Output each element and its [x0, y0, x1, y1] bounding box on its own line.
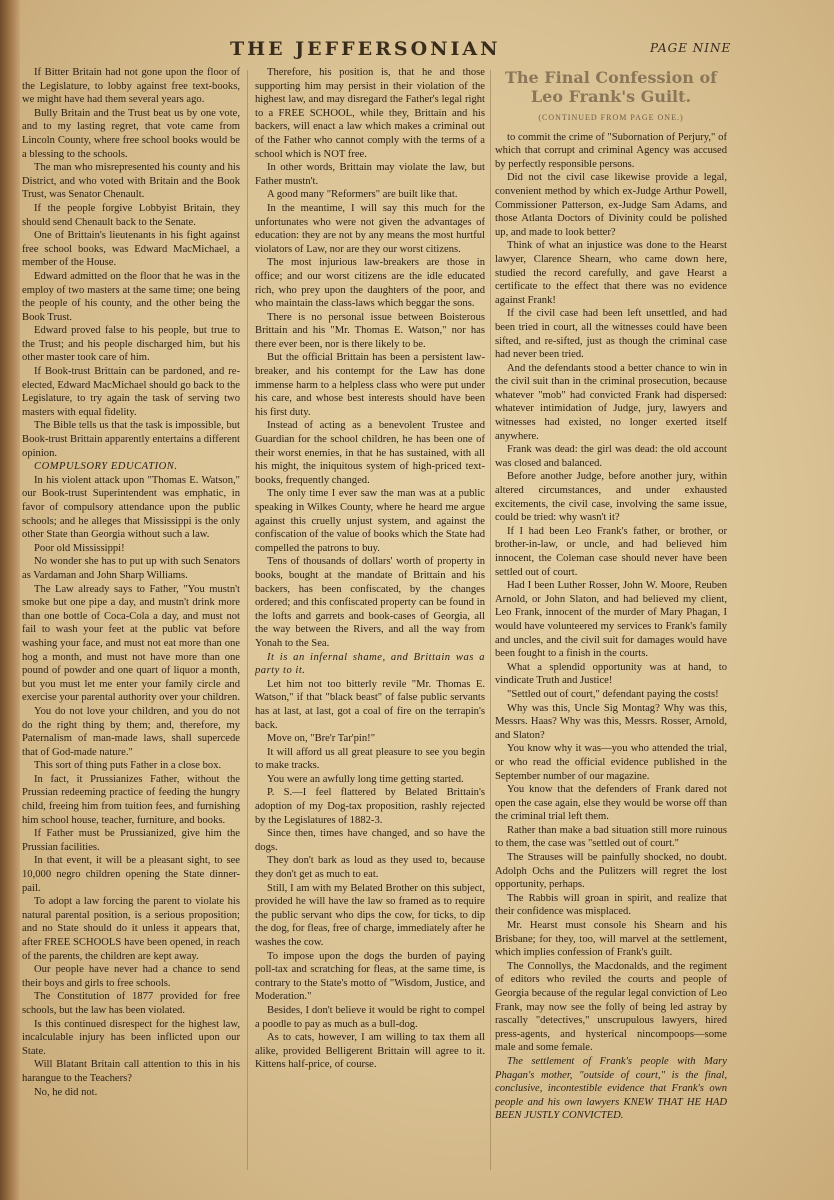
article-title: The Final Confession of Leo Frank's Guilt. — [505, 68, 717, 106]
paragraph: This sort of thing puts Father in a close box. — [34, 760, 222, 772]
paragraph: Before another Judge, before another jury, within altered circumstances, and under exhausted excitements, the civil case, involving the same issue, could be tried: why wasn't it? — [495, 471, 727, 524]
paragraph: One of Brittain's lieutenants in his fight against free school books, was Edward MacMichael, a member of the House. — [22, 230, 240, 269]
paragraph: As to cats, however, I am willing to tax them all alike, provided Belligerent Brittain will agree to it. Kittens half-price, of course. — [255, 1032, 485, 1071]
paragraph: Our people have never had a chance to send their boys and girls to free schools. — [22, 964, 240, 989]
paragraph: You know that the defenders of Frank dared not open the case again, else they would be worse off than the criminal trial left them. — [495, 784, 727, 823]
paragraph: In that event, it will be a pleasant sight, to see 10,000 negro children opening the State dinner-pail. — [22, 855, 240, 894]
paragraph: What a splendid opportunity was at hand, to vindicate Truth and Justice! — [495, 661, 727, 687]
paragraph: If Book-trust Brittain can be pardoned, and re-elected, Edward MacMichael should go back to the Legislature, to try again the task of serving two masters with equal fidelity. — [22, 366, 240, 418]
paragraph: The most injurious law-breakers are those in office; and our worst citizens are the idle educated rich, who prey upon the daughters of the poor, and who maintain the class-laws which beggar the sons. — [255, 257, 485, 310]
paragraph: to commit the crime of "Subornation of Perjury," of which that corrupt and criminal Agency was accused by perfectly responsible persons. — [495, 131, 727, 170]
paragraph: If the civil case had been left unsettled, and had been tried in court, all the witnesses could have been sifted, and re-sifted, just as though the criminal case had never been tried. — [495, 308, 727, 361]
paragraph: Will Blatant Britain call attention to this in his harangue to the Teachers? — [22, 1059, 240, 1084]
paragraph: Bully Britain and the Trust beat us by one vote, and to my lasting regret, that vote came from Lincoln County, where free school books would be a blessing to the schools. — [22, 107, 240, 160]
paragraph: Still, I am with my Belated Brother on this subject, provided he will have the law so framed as to require the public servant who dips the cow, for ticks, to dip the dog, for fleas, free of charge, immediately after he washes the cow. — [255, 882, 485, 948]
paragraph: "Settled out of court," defendant paying the costs! — [507, 688, 719, 700]
paragraph: If Bitter Britain had not gone upon the floor of the Legislature, to lobby against free text-books, we might have had them several years ago. — [22, 67, 240, 106]
page-header — [0, 38, 834, 64]
paragraph: Edward proved false to his people, but true to the Trust; and his people discharged him, but his other master took care of him. — [22, 325, 240, 364]
paragraph: If Father must be Prussianized, give him the Prussian facilities. — [22, 828, 240, 853]
paragraph: Frank was dead: the girl was dead: the old account was closed and balanced. — [495, 444, 727, 469]
page-binding-edge — [0, 0, 20, 1200]
paragraph: The only time I ever saw the man was at a public speaking in Wilkes County, where he heard me argue against this cruelly unjust system, and against the confiscation of the value of books which the State had compelled the patrons to buy. — [255, 488, 485, 554]
paragraph: The Bible tells us that the task is impossible, but Book-trust Brittain apparently entertains a different opinion. — [22, 420, 240, 459]
column-divider — [247, 70, 248, 1170]
paragraph: Rather than make a bad situation still more ruinous to them, the case was "settled out of court." — [495, 824, 727, 850]
paragraph: No, he did not. — [34, 1086, 98, 1098]
paragraph: The Connollys, the Macdonalds, and the regiment of editors who reviled the courts and people of Georgia because of the regular legal conviction of Leo Frank, may now see the folly of being led astray by rascally "detectives," unscrupulous lawyers, hired press-agents, and hysterical nincompoops—some male and some female. — [495, 960, 727, 1054]
paragraph: No wonder she has to put up with such Senators as Vardaman and John Sharp Williams. — [22, 556, 240, 581]
paragraph: The Strauses will be painfully shocked, no doubt. Adolph Ochs and the Pulitzers will regret the lost opportunity, perhaps. — [495, 852, 727, 891]
paragraph: It will afford us all great pleasure to see you begin to make tracks. — [255, 746, 485, 772]
paragraph: To adopt a law forcing the parent to violate his natural parental position, is a serious proposition; and no State should do it unless it appears that, after FREE SCHOOLS have been opened, in reach of the parents, the children are kept away. — [22, 896, 240, 962]
column-middle — [255, 66, 485, 1191]
paragraph: The Law already says to Father, "You mustn't smoke but one pipe a day, and mustn't drink more than one bottle of Coca-Cola a day, and must not fail to wash your feet at the public vat before washing your face, and must not eat more than one hog a month, and must not have more than one pound of powder and one quart of liquor a month, but you must let me enter your family circle and exercise your parental authority over your children. — [22, 583, 240, 704]
paragraph: The Constitution of 1877 provided for free schools, but the law has been violated. — [22, 991, 240, 1016]
paragraph: Poor old Mississippi! — [34, 542, 125, 554]
paragraph: In his violent attack upon "Thomas E. Watson," our Book-trust Superintendent was emphatic, in favor of compulsory attendance upon the public schools; and he alleges that Mississippi is the only other State than Georgia without such a law. — [22, 474, 240, 541]
paragraph: It is an infernal shame, and Brittain was a party to it. — [255, 651, 485, 677]
paragraph: P. S.—I feel flattered by Belated Brittain's adoption of my Dog-tax proposition, rashly rejected by the Legislatures of 1882-3. — [255, 787, 485, 826]
masthead-title: THE JEFFERSONIAN — [230, 38, 501, 60]
paragraph: The Rabbis will groan in spirit, and realize that their confidence was misplaced. — [495, 892, 727, 918]
continued-note: (CONTINUED FROM PAGE ONE.) — [538, 113, 684, 122]
paragraph: A good many "Reformers" are built like that. — [267, 189, 458, 201]
paragraph: Therefore, his position is, that he and those supporting him may persist in their violation of the highest law, and may disregard the Father's legal right to a FREE SCHOOL, while they, Brittain and his backers, will enact a law which makes a criminal out of the Father who cannot comply with the terms of a school which is NOT free. — [255, 67, 485, 160]
paragraph: Instead of acting as a benevolent Trustee and Guardian for the school children, he has been one of their worst enemies, in that he has sustained, with all his might, the iniquitous system of high-priced text-books, frequently changed. — [255, 420, 485, 486]
paragraph: You know why it was—you who attended the trial, or who read the official evidence published in the September number of our magazine. — [495, 743, 727, 782]
paragraph: Mr. Hearst must console his Shearn and his Brisbane; for they, too, will marvel at the settlement, which implies confession of Frank's guilt. — [495, 920, 727, 959]
column-left — [22, 66, 240, 1191]
column-right — [495, 66, 727, 1191]
paragraph: If I had been Leo Frank's father, or brother, or brother-in-law, or uncle, and had believed him innocent, the Coleman case should never have been settled out of court. — [495, 525, 727, 578]
paragraph: They don't bark as loud as they used to, because they don't get as much to eat. — [255, 855, 485, 881]
paragraph: There is no personal issue between Boisterous Brittain and his "Mr. Thomas E. Watson," nor has there ever been, nor is there likely to be. — [255, 311, 485, 350]
column-divider — [490, 70, 491, 1170]
paragraph: Did not the civil case likewise provide a legal, convenient method by which ex-Judge Arthur Powell, Commissioner Patterson, ex-Judge Sam Adams, and those Atlanta Doctors of Divinity could be polished up, and made to look better? — [495, 172, 727, 238]
paragraph: Tens of thousands of dollars' worth of property in books, bought at the mandate of Brittain and his backers, has been confiscated, by the changes ordered; and this confiscated property can be found in the lofts and garrets and book-cases of Georgia, all the way between the Rivers, and all the way from Yonah to the Sea. — [255, 556, 485, 649]
paragraph: You were an awfully long time getting started. — [267, 773, 464, 785]
paragraph: Move on, "Bre'r Tar'pin!" — [267, 733, 376, 745]
section-heading: COMPULSORY EDUCATION. — [34, 461, 178, 473]
paragraph: Since then, times have changed, and so have the dogs. — [255, 828, 485, 853]
paragraph: Edward admitted on the floor that he was in the employ of two masters at the same time; one being the people of his county, and the other being the Book Trust. — [22, 270, 240, 323]
paragraph: Think of what an injustice was done to the Hearst lawyer, Clarence Shearn, who came down here, studied the record carefully, and gave Hearst a certificate to the effect that there was no evidence against Frank! — [495, 240, 727, 306]
paragraph: To impose upon the dogs the burden of paying poll-tax and scratching for fleas, at the same time, is contrary to the State's motto of "Wisdom, Justice, and Moderation." — [255, 950, 485, 1003]
paragraph: And the defendants stood a better chance to win in the civil suit than in the criminal prosecution, because whatever "mob" had convicted Frank had dispersed: whatever intimidation of Judge, jury, lawyers and witnesses had existed, no longer exerted itself anywhere. — [495, 362, 727, 442]
closing-paragraph: The settlement of Frank's people with Mary Phagan's mother, "outside of court," is the final, conclusive, incontestible evidence that Frank's own people and his own lawyers KNEW THAT HE HAD BEEN JUSTLY CONVICTED. — [495, 1055, 727, 1122]
paragraph: The man who misrepresented his county and his District, and who voted with Britain and the Book Trust, was Senator Chenault. — [22, 162, 240, 201]
paragraph: If the people forgive Lobbyist Britain, they should send Chenault back to the Senate. — [22, 202, 240, 228]
paragraph: Why was this, Uncle Sig Montag? Why was this, Messrs. Haas? Why was this, Messrs. Rosser, Arnold, and Slaton? — [495, 702, 727, 741]
paragraph: In the meantime, I will say this much for the unfortunates who were not given the advantages of education: they are not by any means the most hurtful violators of Law, nor are they our worst citizens. — [255, 202, 485, 255]
paragraph: In other words, Brittain may violate the law, but Father mustn't. — [255, 162, 485, 187]
page-number-label: PAGE NINE — [650, 41, 732, 55]
paragraph: You do not love your children, and you do not do the right thing by them; and, therefore, my Paternalism of man-made laws, shall supercede that of God-made nature." — [22, 705, 240, 758]
paragraph: But the official Brittain has been a persistent law-breaker, and his contempt for the Law has done immense harm to a helpless class who were put under his care, and whose best interests should have been his first duty. — [255, 352, 485, 418]
paragraph: Let him not too bitterly revile "Mr. Thomas E. Watson," if that "black beast" of false public servants has at last, at last, got a coal of fire on the terrapin's back. — [255, 678, 485, 731]
paragraph: In fact, it Prussianizes Father, without the Prussian redeeming practice of feeding the hungry child, freeing him from tuition fees, and furnishing him school house, teacher, furniture, and books. — [22, 773, 240, 826]
paragraph: Besides, I don't believe it would be right to compel a poodle to pay as much as a bull-dog. — [255, 1004, 485, 1030]
paragraph: Is this continued disrespect for the highest law, incalculable injury has been inflicted upon our State. — [22, 1018, 240, 1057]
paragraph: Had I been Luther Rosser, John W. Moore, Reuben Arnold, or John Slaton, and had believed my client, Leo Frank, innocent of the murder of Mary Phagan, I would have volunteered my services to Frank's family and uncles, and the civil suit for damages would have been fought to a finish in the courts. — [495, 580, 727, 660]
